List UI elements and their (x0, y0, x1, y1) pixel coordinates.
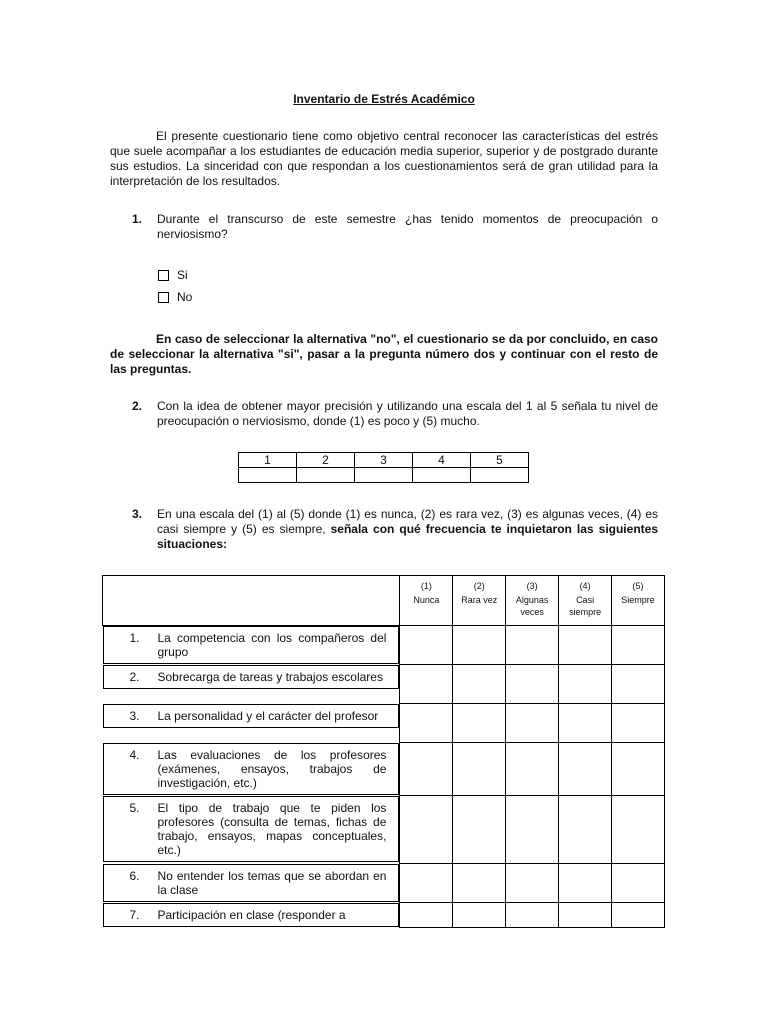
scale-answer-cell[interactable] (413, 468, 471, 483)
answer-cell[interactable] (506, 665, 559, 704)
item-cell (103, 796, 400, 862)
header-num-5: (5) (632, 581, 644, 591)
scale-table (238, 452, 529, 483)
answer-cell[interactable] (506, 864, 559, 903)
answer-cell[interactable] (453, 864, 506, 903)
header-rara-vez (453, 576, 506, 626)
question-3-text-plain: En una escala del (1) al (5) donde (1) es nunca, (2) es rara vez, (3) es algunas veces, (4) es casi siempre y (5) es siempre, (157, 507, 658, 536)
option-si[interactable] (158, 268, 188, 282)
header-num-1: (1) (420, 581, 432, 591)
answer-cell[interactable] (612, 743, 665, 796)
answer-cell[interactable] (559, 864, 612, 903)
item-text: Las evaluaciones de los profesores (exámenes, ensayos, trabajos de investigación, etc.) (157, 747, 387, 790)
document-title: Inventario de Estrés Académico (293, 92, 475, 106)
option-si-label: Si (177, 268, 188, 282)
answer-cell[interactable] (453, 665, 506, 704)
answer-cell[interactable] (453, 626, 506, 665)
question-2-number: 2. (132, 399, 143, 413)
header-num-2: (2) (473, 581, 485, 591)
answer-cell[interactable] (400, 796, 453, 864)
item-number: 6. (129, 868, 140, 883)
header-nunca (400, 576, 453, 626)
scale-answer-cell[interactable] (355, 468, 413, 483)
option-no-label: No (177, 290, 193, 304)
item-cell (103, 743, 400, 795)
item-number: 3. (129, 708, 140, 723)
checkbox-no[interactable] (158, 292, 169, 303)
item-cell (103, 626, 400, 664)
header-label-3: Algunas veces (515, 595, 549, 617)
scale-label-2: 2 (297, 453, 355, 468)
table-row (103, 903, 665, 928)
answer-cell[interactable] (453, 704, 506, 743)
header-label-1: Nunca (413, 595, 440, 605)
answer-cell[interactable] (506, 704, 559, 743)
answer-cell[interactable] (559, 743, 612, 796)
header-label-5: Siempre (621, 595, 655, 605)
answer-cell[interactable] (400, 864, 453, 903)
header-label-4: Casi siempre (569, 595, 602, 617)
answer-cell[interactable] (506, 743, 559, 796)
answer-cell[interactable] (559, 796, 612, 864)
question-1-number: 1. (132, 212, 143, 226)
scale-answer-cell[interactable] (297, 468, 355, 483)
frequency-header-row (103, 576, 665, 626)
item-cell (103, 704, 400, 728)
answer-cell[interactable] (612, 626, 665, 665)
answer-cell[interactable] (506, 903, 559, 928)
header-empty-cell (103, 576, 400, 626)
item-number: 5. (129, 800, 140, 815)
table-row (103, 864, 665, 903)
item-cell (103, 864, 400, 902)
item-text: La competencia con los compañeros del grupo (157, 631, 387, 659)
scale-label-1: 1 (239, 453, 297, 468)
question-3-number: 3. (132, 507, 143, 521)
item-text: Sobrecarga de tareas y trabajos escolares (157, 669, 383, 684)
answer-cell[interactable] (400, 903, 453, 928)
answer-cell[interactable] (612, 665, 665, 704)
scale-label-5: 5 (471, 453, 529, 468)
question-1-text: Durante el transcurso de este semestre ¿has tenido momentos de preocupación o nerviosismo? (157, 212, 658, 241)
item-number: 7. (129, 907, 140, 922)
option-no[interactable] (158, 290, 192, 304)
answer-cell[interactable] (612, 796, 665, 864)
question-2-text: Con la idea de obtener mayor precisión y utilizando una escala del 1 al 5 señala tu nivel de preocupación o nerviosismo, donde (1) es poco y (5) mucho. (157, 399, 658, 428)
answer-cell[interactable] (612, 704, 665, 743)
answer-cell[interactable] (400, 665, 453, 704)
item-number: 1. (129, 631, 140, 645)
item-cell (103, 903, 400, 927)
scale-label-3: 3 (355, 453, 413, 468)
answer-cell[interactable] (453, 743, 506, 796)
question-3-text-bold: señala con qué frecuencia te inquietaron las siguientes situaciones: (157, 522, 658, 551)
header-label-2: Rara vez (461, 595, 498, 605)
item-number: 2. (129, 669, 140, 684)
table-row (103, 704, 665, 743)
answer-cell[interactable] (506, 796, 559, 864)
answer-cell[interactable] (453, 903, 506, 928)
scale-answer-cell[interactable] (471, 468, 529, 483)
item-cell (103, 665, 400, 689)
answer-cell[interactable] (400, 626, 453, 665)
answer-cell[interactable] (612, 864, 665, 903)
table-row (103, 743, 665, 796)
header-num-3: (3) (526, 581, 538, 591)
header-num-4: (4) (579, 581, 591, 591)
frequency-table (102, 575, 665, 928)
answer-cell[interactable] (559, 903, 612, 928)
answer-cell[interactable] (400, 743, 453, 796)
header-algunas-veces (506, 576, 559, 626)
checkbox-si[interactable] (158, 270, 169, 281)
table-row (103, 626, 665, 665)
answer-cell[interactable] (506, 626, 559, 665)
answer-cell[interactable] (559, 665, 612, 704)
header-siempre (612, 576, 665, 626)
item-text: Participación en clase (responder a (157, 907, 346, 922)
header-casi-siempre (559, 576, 612, 626)
intro-paragraph: El presente cuestionario tiene como objetivo central reconocer las características del estrés que suele acompañar a los estudiantes de educación media superior, superior y de postgrado durante sus estudios. La sinceridad con que respondan a los cuestionamientos será de gran utilidad para la interpretación de los resultados. (110, 129, 658, 188)
question-3-text (157, 507, 658, 552)
answer-cell[interactable] (559, 626, 612, 665)
item-text: No entender los temas que se abordan en la clase (157, 868, 387, 897)
instruction-note: En caso de seleccionar la alternativa "no", el cuestionario se da por concluido, en caso de seleccionar la alternativa "si", pasar a la pregunta número dos y continuar con el resto de las preguntas. (110, 332, 658, 376)
item-number: 4. (129, 747, 140, 762)
item-text: La personalidad y el carácter del profesor (157, 708, 379, 723)
answer-cell[interactable] (612, 903, 665, 928)
table-row (103, 796, 665, 864)
answer-cell[interactable] (400, 704, 453, 743)
scale-answer-cell[interactable] (239, 468, 297, 483)
answer-cell[interactable] (453, 796, 506, 864)
item-text: El tipo de trabajo que te piden los profesores (consulta de temas, fichas de trabajo, ensayos, mapas conceptuales, etc.) (157, 800, 387, 857)
answer-cell[interactable] (559, 704, 612, 743)
table-row (103, 665, 665, 704)
scale-label-4: 4 (413, 453, 471, 468)
